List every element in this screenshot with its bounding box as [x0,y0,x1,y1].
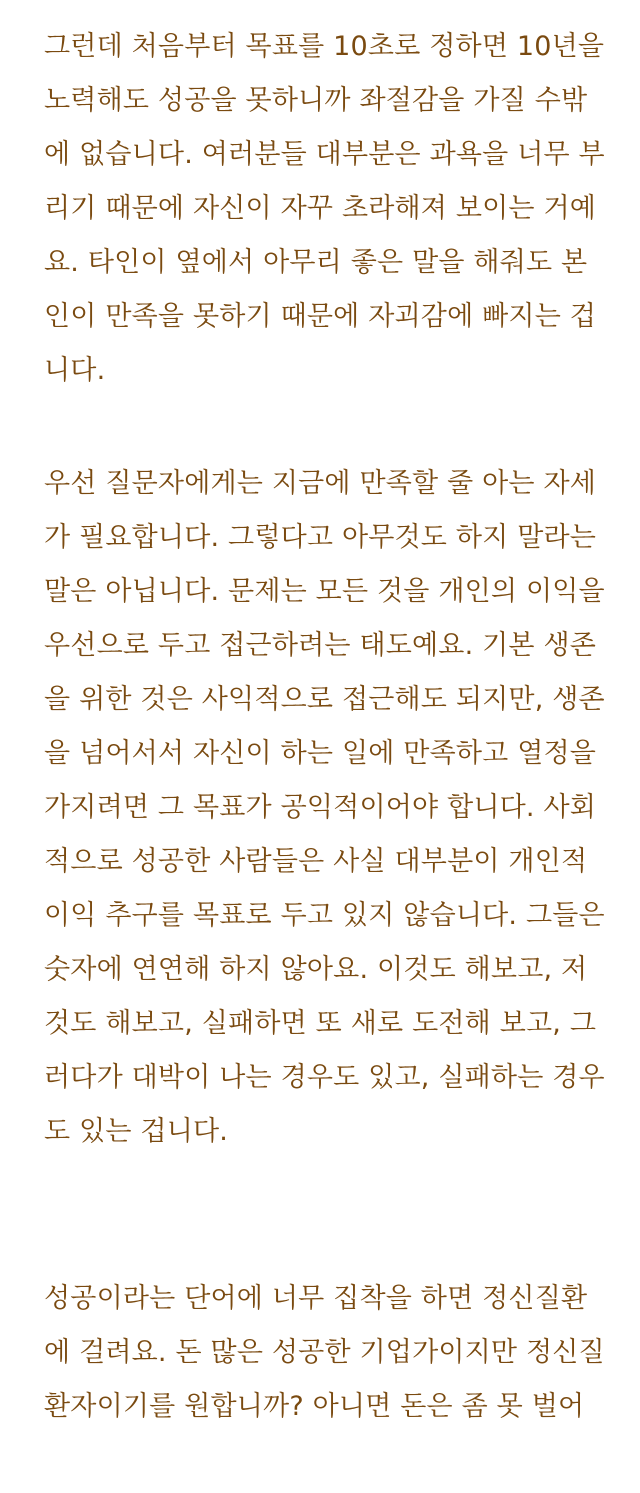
text-line: 을 넘어서서 자신이 하는 일에 만족하고 열정을 [44,738,597,769]
article-body [44,20,604,1493]
text-line: 성공이라는 단어에 너무 집착을 하면 정신질환 [44,1283,588,1314]
text-line: 을 위한 것은 사익적으로 접근해도 되지만, 생존 [44,684,605,715]
text-line: 니다. [44,355,106,386]
text-line: 가 필요합니다. 그렇다고 아무것도 하지 말라는 [44,522,597,553]
text-line: 우선 질문자에게는 지금에 만족할 줄 아는 자세 [44,468,597,499]
text-line: 에 없습니다. 여러분들 대부분은 과욕을 너무 부 [44,139,605,170]
paragraph-2 [44,457,604,1213]
text-line: 이익 추구를 목표로 두고 있지 않습니다. 그들은 [44,900,605,931]
text-line: 것도 해보고, 실패하면 또 새로 도전해 보고, 그 [44,1008,597,1039]
text-line: 노력해도 성공을 못하니까 좌절감을 가질 수밖 [44,85,588,116]
text-line: 가지려면 그 목표가 공익적이어야 합니다. 사회 [44,792,597,823]
text-line: 에 걸려요. 돈 많은 성공한 기업가이지만 정신질 [44,1337,605,1368]
text-line: 인이 만족을 못하기 때문에 자괴감에 빠지는 겁 [44,301,597,332]
text-line: 우선으로 두고 접근하려는 태도예요. 기본 생존 [44,630,597,661]
paragraph-3 [44,1272,604,1434]
text-line: 환자이기를 원합니까? 아니면 돈은 좀 못 벌어 [44,1391,585,1422]
text-line: 리기 때문에 자신이 자꾸 초라해져 보이는 거예 [44,193,597,224]
text-line [44,1159,604,1213]
text-line: 그런데 처음부터 목표를 10초로 정하면 10년을 [44,31,605,62]
text-line: 숫자에 연연해 하지 않아요. 이것도 해보고, 저 [44,954,588,985]
paragraph-1 [44,20,604,398]
text-line: 요. 타인이 옆에서 아무리 좋은 말을 해줘도 본 [44,247,588,278]
text-line: 말은 아닙니다. 문제는 모든 것을 개인의 이익을 [44,576,605,607]
text-line: 도 있는 겁니다. [44,1116,229,1147]
text-line: 적으로 성공한 사람들은 사실 대부분이 개인적 [44,846,588,877]
text-line: 러다가 대박이 나는 경우도 있고, 실패하는 경우 [44,1062,605,1093]
